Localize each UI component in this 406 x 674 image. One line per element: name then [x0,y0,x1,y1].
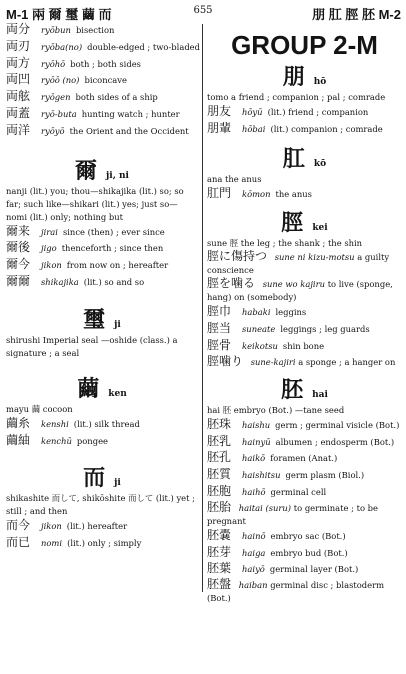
entry-paragraph: sune 脛 the leg ; the shank ; the shin [207,238,363,249]
entry-romaji: haihō [242,486,266,497]
entry-romaji: haiga [242,547,266,558]
entry-romaji: haiban [238,580,268,591]
entry-definition: (lit.) hereafter [66,521,128,532]
entry-definition: germinal disc ; blastoderm (Bot.) [207,580,385,604]
entry-kanji: 両方 [6,55,31,70]
entry-definition: the anus [275,188,312,199]
list-item [207,277,402,304]
list-item [6,224,198,241]
entry-romaji: jikon [41,521,62,532]
entry-romaji: haiyō [242,564,265,575]
entry-romaji: sune-kajiri [250,356,296,367]
entry-heading [207,206,402,237]
entry-kanji: 胚胞 [207,483,232,498]
heading-kanji: 而 [83,466,106,492]
list-item [207,501,402,528]
heading-romaji: hō [313,77,327,87]
heading-kanji: 胚 [281,377,304,403]
entry-kanji: 繭紬 [6,432,31,447]
entry-romaji: kenchū [41,435,72,446]
entry-romaji: haitai (suru) [238,502,292,513]
entry-definition: shin bone [282,340,325,351]
heading-kanji: 璽 [83,307,106,333]
entry-kanji: 胚芽 [207,544,232,559]
heading-kanji: 繭 [77,376,100,402]
entry-definition: double-edged ; two-bladed [87,41,200,52]
entry-romaji: sune ni kizu-motsu [274,252,355,263]
entry-definition: (lit.) friend ; companion [267,107,369,117]
heading-romaji: kei [312,223,328,234]
entry-romaji: haishu [242,419,271,430]
heading-kanji: 爾 [75,158,98,184]
list-item [6,106,198,123]
entry-kanji: 朋輩 [207,120,232,135]
entry-definition: a guilty conscience [207,252,390,276]
list-item [6,416,198,433]
list-item [6,56,198,73]
list-item [207,417,402,434]
heading-romaji: kō [313,158,327,169]
entry-definition: hunting watch ; hunter [81,108,180,119]
entry-paragraph: shikashite 而して, shikōshite 而して (lit.) yet ; still ; and then [6,493,195,517]
entry-romaji: ryōyō [41,125,65,136]
entry-romaji: nomi [41,538,63,549]
entry-romaji: ryōhō [41,58,66,69]
list-item [207,484,402,501]
entry-kanji: 爾今 [6,257,31,272]
list-item [207,186,402,203]
entry-romaji: hōyū [242,107,263,117]
list-item [207,545,402,562]
page-number: 655 [193,5,213,16]
entry-heading [207,142,402,173]
entry-definition: leggings ; leg guards [280,324,370,335]
entry-definition: the Orient and the Occident [69,125,189,136]
entry-definition: germ plasm (Biol.) [285,470,365,481]
entry-paragraph: hai 胚 embryo (Bot.) —tane seed [207,404,345,415]
entry-heading [6,372,198,403]
entry-romaji: hainō [242,530,266,541]
entry-kanji: 両舷 [6,89,31,104]
heading-romaji: hai [312,389,328,400]
entry-romaji: jikon [41,260,62,271]
entry-romaji: sune wo kajiru [262,279,326,290]
list-item [207,528,402,545]
entry-kanji: 繭糸 [6,415,31,430]
entry-definition: (lit.) silk thread [73,418,140,429]
entry-kanji: 両凹 [6,72,31,87]
entry-kanji: 而已 [6,535,31,550]
heading-romaji: ji [114,478,121,489]
list-item [207,338,402,355]
heading-kanji: 脛 [281,211,304,237]
entry-heading [6,154,198,185]
entry-definition: embryo bud (Bot.) [270,547,348,558]
list-item [6,535,198,552]
entry-kanji: 胚乳 [207,433,232,448]
list-item [207,561,402,578]
list-item [207,578,402,605]
entry-definition: (lit.) companion ; comrade [270,123,383,134]
entry-paragraph: shirushi Imperial seal —oshide (class.) a signature ; a seal [6,334,178,358]
entry-kanji: 爾爾 [6,273,31,288]
entry-romaji: kenshi [41,418,69,429]
heading-romaji: ji [114,319,121,330]
entry-definition: germ ; germinal visicle (Bot.) [275,419,400,430]
entry-definition: albumen ; endosperm (Bot.) [275,436,395,447]
entry-romaji: ryō-buta [41,108,77,119]
entry-romaji: kōmon [242,188,271,199]
heading-romaji: ji, ni [106,170,129,181]
entry-definition: to live (sponge, hang) on (somebody) [207,279,393,303]
entry-kanji: 脛当 [207,321,232,336]
list-item [6,39,198,56]
entry-romaji: keikotsu [242,340,278,351]
entry-kanji: 両刃 [6,38,31,53]
ryo-compounds [6,22,198,140]
entry-kanji: 而今 [6,518,31,533]
entry-kanji: 脛巾 [207,304,232,319]
list-item [207,434,402,451]
list-item [6,240,198,257]
list-item [6,123,198,140]
entry-paragraph: mayu 繭 cocoon [6,403,73,414]
entry-kanji: 胚孔 [207,450,232,465]
heading-kanji: 肛 [282,146,305,172]
entry-heading [6,461,198,492]
right-column [207,22,402,605]
entry-kanji: 朋友 [207,104,232,118]
entry-definition: germinal layer (Bot.) [269,564,359,575]
list-item [6,89,198,106]
entry-paragraph: nanji (lit.) you; thou—shikajika (lit.) so; so far; such like—shikari (lit.) yes; just so—nomi (lit.) only; nothing but [6,185,184,222]
list-item [207,450,402,467]
list-item [207,104,402,121]
entry-definition: a sponge ; a hanger on [298,356,396,367]
entry-kanji: 脛噛り [207,353,244,368]
entry-kanji: 両蓋 [6,105,31,120]
list-item [207,467,402,484]
list-item [6,257,198,274]
entry-definition: since (then) ; ever since [62,226,165,237]
entry-definition: thenceforth ; since then [61,243,164,254]
entry-definition: (lit.) only ; simply [67,538,142,549]
entry-kanji: 胚質 [207,467,232,482]
list-item [6,72,198,89]
header-left: M-1 兩 爾 璽 繭 而 [6,7,112,22]
list-item [207,321,402,338]
entry-definition: biconcave [84,75,127,86]
list-item [207,121,402,138]
entry-kanji: 両洋 [6,122,31,137]
entry-kanji: 爾来 [6,223,31,238]
entry-definition: both ; both sides [70,58,141,69]
entry-romaji: ryōbun [41,25,71,35]
entry-kanji: 脛に傷持つ [207,249,268,264]
header-right: 朋 肛 脛 胚 M-2 [312,7,401,22]
entry-romaji: haishitsu [242,470,281,481]
entry-kanji: 脛骨 [207,337,232,352]
list-item [207,304,402,321]
entry-paragraph: ana the anus [207,173,262,184]
heading-romaji: ken [108,388,127,399]
entry-kanji: 脛を噛る [207,276,256,291]
entry-romaji: habaki [242,307,271,318]
entry-romaji: hōbai [242,123,266,134]
entry-kanji: 胚珠 [207,416,232,431]
entry-definition: to germinate ; to be pregnant [207,502,379,526]
list-item [207,355,402,369]
entry-romaji: hainyū [242,436,271,447]
entry-definition: foramen (Anat.) [270,453,338,464]
entry-definition: both sides of a ship [75,92,158,103]
entry-kanji: 両分 [6,22,31,36]
list-item [6,518,198,535]
entry-romaji: ryōō (no) [41,75,80,86]
list-item [6,274,198,291]
entry-romaji: ryōgen [41,92,71,103]
entry-kanji: 胚胎 [207,499,232,514]
column-divider [202,24,203,592]
entry-kanji: 胚葉 [207,561,232,576]
heading-kanji: 朋 [282,65,305,90]
entry-romaji: ryōba(no) [41,41,83,52]
entry-romaji: haikō [242,453,266,464]
list-item [6,22,198,39]
entry-heading [207,60,402,91]
entry-heading [6,303,198,334]
list-item [6,433,198,450]
entry-definition: from now on ; hereafter [66,260,169,271]
entry-definition: pongee [76,435,108,446]
entry-kanji: 胚嚢 [207,527,232,542]
entry-heading [207,373,402,404]
list-item [207,250,402,277]
entry-definition: (lit.) so and so [83,276,145,287]
entry-kanji: 爾後 [6,240,31,255]
group-title: GROUP 2-M [231,30,378,60]
entry-definition: embryo sac (Bot.) [270,530,346,541]
left-column [6,22,198,552]
entry-kanji: 胚盤 [207,577,232,592]
entry-romaji: suneate [242,324,276,335]
entry-romaji: shikajika [41,276,79,287]
entry-kanji: 肛門 [207,185,232,200]
entry-definition: germinal cell [270,486,327,497]
entry-paragraph: tomo a friend ; companion ; pal ; comrade [207,92,386,102]
entry-definition: leggins [275,307,307,318]
entry-romaji: jirai [41,226,58,237]
entry-definition: bisection [75,25,115,35]
entry-romaji: jigo [41,243,57,254]
